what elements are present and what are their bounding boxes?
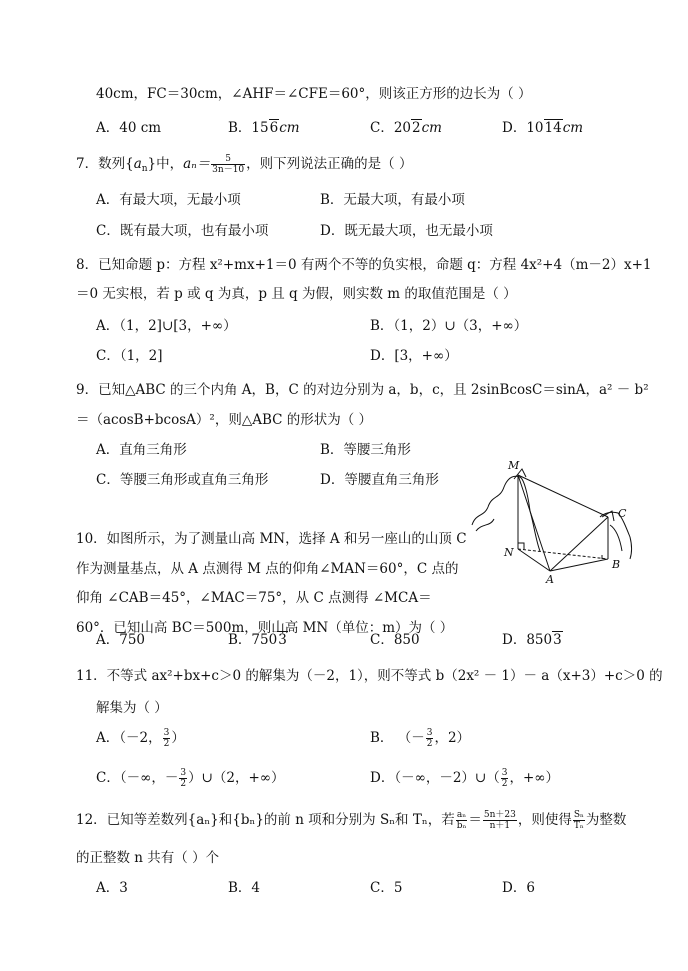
- q12-ratio-st: $\frac{\text{Sₙ}}{\text{Tₙ}}$: [573, 810, 584, 831]
- q6-stem-cont: 40cm，FC＝30cm，∠AHF＝∠CFE＝60°，则该正方形的边长为（ ）: [96, 86, 532, 102]
- q9-stem-line2: ＝（acosB+bcosA）²，则△ABC 的形状为（ ）: [76, 412, 373, 428]
- q7-option-c[interactable]: C．既有最大项，也有最小项: [96, 223, 269, 239]
- q8-option-b[interactable]: B．（1，2）∪（3，+∞）: [370, 318, 528, 334]
- q11-stem-line1: 11．不等式 ax²+bx+c＞0 的解集为（－2，1），则不等式 b（2x² － 1）－ a（x+3）+c＞0 的: [76, 668, 663, 684]
- q7-option-b[interactable]: B．无最大项，有最小项: [320, 192, 465, 208]
- q12-option-c[interactable]: C．5: [370, 880, 403, 896]
- right-hill-contour: [610, 525, 622, 551]
- label-a: A: [546, 573, 554, 585]
- q7-option-a[interactable]: A．有最大项，无最小项: [96, 192, 241, 208]
- q8-option-d[interactable]: D．[3，+∞）: [370, 348, 458, 364]
- segment-ab: [550, 559, 608, 571]
- segment-ma: [518, 475, 550, 571]
- q7-option-d[interactable]: D．既无最大项，也无最小项: [320, 223, 493, 239]
- q11-option-a[interactable]: A．（－2， $\frac{3}{2}$ ）: [96, 728, 185, 749]
- q8-stem-line1: 8．已知命题 p：方程 x²+mx+1＝0 有两个不等的负实根，命题 q：方程 4x²+4（m－2）x+1: [76, 257, 652, 273]
- segment-ca: [550, 517, 608, 571]
- q6-option-c[interactable]: C．202cm: [370, 120, 442, 136]
- q10-option-c[interactable]: C．850: [370, 632, 420, 648]
- q9-option-b[interactable]: B．等腰三角形: [320, 442, 411, 458]
- left-mountain-ridge: [476, 519, 494, 531]
- q10-stem-line2: 作为测量基点，从 A 点测得 M 点的仰角∠MAN＝60°，C 点的: [76, 561, 459, 577]
- mountain-figure: [470, 455, 635, 585]
- q7-fraction: $\frac{5}{3n-10}$: [212, 154, 245, 175]
- q6-option-a[interactable]: A．40 cm: [96, 120, 162, 136]
- q12-stem-line1: 12．已知等差数列{aₙ}和{bₙ}的前 n 项和分别为 Sₙ和 Tₙ，若 $\frac{\text{aₙ}}{\text{bₙ}}$ ＝ $\frac{5n+23}{n+1}$ ，则使得 $\frac{\text{Sₙ}}{\text{Tₙ}}$ 为整数: [76, 810, 627, 831]
- right-angle-n: [518, 543, 524, 549]
- label-c: C: [618, 507, 627, 520]
- q8-stem-line2: ＝0 无实根，若 p 或 q 为真，p 且 q 为假，则实数 m 的取值范围是（ ）: [76, 286, 517, 302]
- q10-option-b[interactable]: B．7503: [228, 632, 287, 648]
- q12-option-a[interactable]: A．3: [96, 880, 128, 896]
- q7-stem: 7．数列$\{a_n\}$中，aₙ＝ $\frac{5}{3n-10}$ ，则下列说法正确的是（ ）: [76, 154, 413, 175]
- q10-option-d[interactable]: D．8503: [502, 632, 562, 648]
- q10-stem-line1: 10．如图所示，为了测量山高 MN，选择 A 和另一座山的山顶 C: [76, 531, 467, 547]
- q9-option-a[interactable]: A．直角三角形: [96, 442, 187, 458]
- q8-option-a[interactable]: A．（1，2]∪[3，+∞）: [96, 318, 237, 334]
- q10-option-a[interactable]: A．750: [96, 632, 146, 648]
- q11-option-b[interactable]: B． （－ $\frac{3}{2}$ ，2）: [370, 728, 471, 749]
- right-hill-outline: [600, 512, 632, 559]
- q12-option-b[interactable]: B．4: [228, 880, 261, 896]
- q9-option-c[interactable]: C．等腰三角形或直角三角形: [96, 472, 269, 488]
- q8-option-c[interactable]: C．（1，2]: [96, 348, 163, 364]
- q12-ratio-expr: $\frac{5n+23}{n+1}$: [483, 810, 516, 831]
- label-n: N: [504, 546, 514, 559]
- q12-ratio-ab: $\frac{\text{aₙ}}{\text{bₙ}}$: [456, 810, 467, 831]
- q6-option-b[interactable]: B．156cm: [228, 120, 300, 136]
- segment-nb-dashed: [518, 549, 608, 559]
- q9-option-d[interactable]: D．等腰直角三角形: [320, 472, 439, 488]
- segment-mc: [518, 475, 608, 517]
- q6-option-d[interactable]: D．1014cm: [502, 120, 584, 136]
- q11-stem-line2: 解集为（ ）: [96, 700, 168, 716]
- q10-stem-line3: 仰角 ∠CAB＝45°，∠MAC＝75°，从 C 点测得 ∠MCA＝: [76, 590, 432, 606]
- label-b: B: [612, 558, 621, 571]
- q12-stem-line2: 的正整数 n 共有（ ）个: [76, 850, 220, 866]
- q12-option-d[interactable]: D．6: [502, 880, 535, 896]
- q11-option-d[interactable]: D．（－∞，－2）∪（ $\frac{3}{2}$ ，+∞）: [370, 768, 560, 789]
- left-mountain-outline: [472, 476, 540, 551]
- q11-option-c[interactable]: C．（－∞，－ $\frac{3}{2}$ ）∪（2，+∞）: [96, 768, 285, 789]
- label-m: M: [508, 459, 520, 472]
- q10-stem-line4: 60°．已知山高 BC＝500m，则山高 MN（单位：m）为（ ）: [76, 620, 454, 636]
- q9-stem-line1: 9．已知△ABC 的三个内角 A，B，C 的对边分别为 a，b，c，且 2sinBcosC＝sinA，a² － b²: [76, 382, 649, 398]
